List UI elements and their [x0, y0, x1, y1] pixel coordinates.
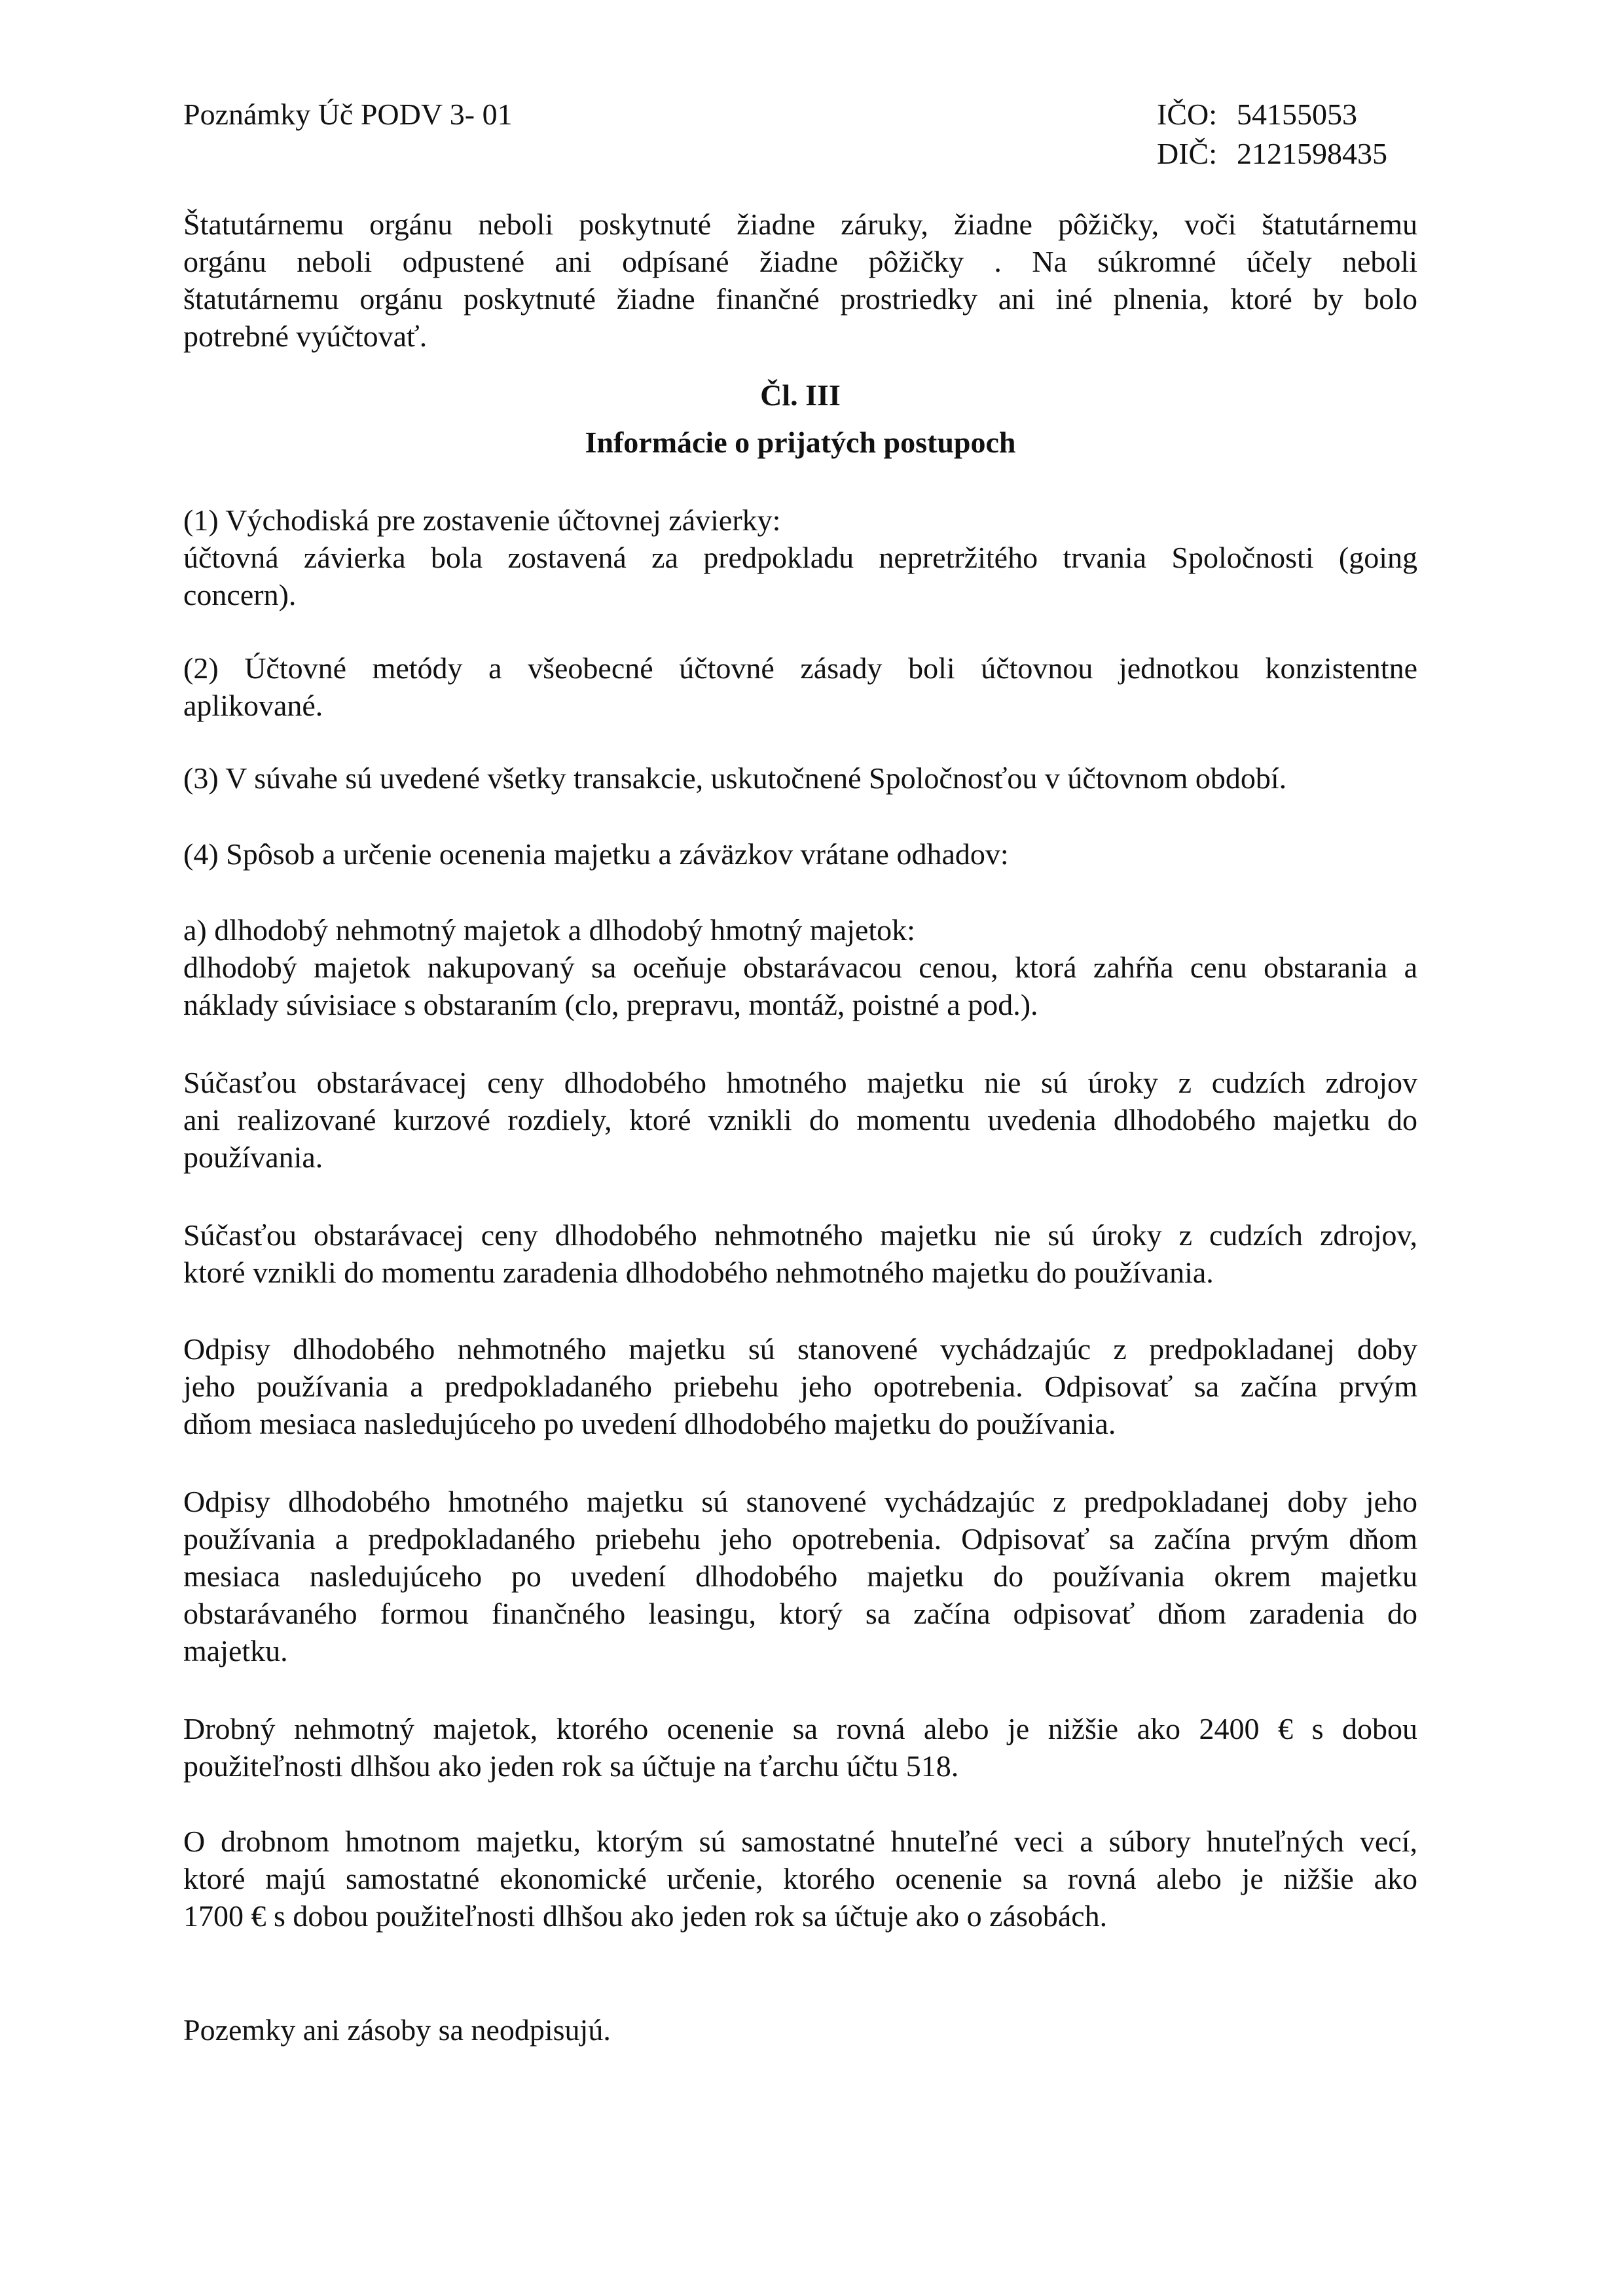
paragraph-12-line: ktoré majú samostatné ekonomické určenie, ktorého ocenenie sa rovná alebo je nižšie ako: [183, 1862, 1417, 1895]
paragraph-5-line: (4) Spôsob a určenie ocenenia majetku a záväzkov vrátane odhadov:: [183, 837, 1009, 871]
paragraph-11-line: použiteľnosti dlhšou ako jeden rok sa účtuje na ťarchu účtu 518.: [183, 1749, 959, 1783]
paragraph-10-line: majetku.: [183, 1634, 288, 1667]
paragraph-11-line: Drobný nehmotný majetok, ktorého ocenenie sa rovná alebo je nižšie ako 2400 € s dobou: [183, 1712, 1417, 1745]
paragraph-1-line: Štatutárnemu orgánu neboli poskytnuté žiadne záruky, žiadne pôžičky, voči štatutárnemu: [183, 208, 1417, 241]
paragraph-2-line: (1) Východiská pre zostavenie účtovnej závierky:: [183, 503, 781, 537]
paragraph-12-line: O drobnom hmotnom majetku, ktorým sú samostatné hnuteľné veci a súbory hnuteľných vecí,: [183, 1825, 1417, 1858]
paragraph-10-line: používania a predpokladaného priebehu jeho opotrebenia. Odpisovať sa začína prvým dňom: [183, 1522, 1417, 1556]
ico-row: [1157, 96, 1357, 133]
paragraph-7-line: ani realizované kurzové rozdiely, ktoré vznikli do momentu uvedenia dlhodobého majetku do: [183, 1103, 1417, 1137]
paragraph-7-line: používania.: [183, 1140, 323, 1174]
paragraph-3-line: (2) Účtovné metódy a všeobecné účtovné zásady boli účtovnou jednotkou konzistentne: [183, 651, 1417, 685]
paragraph-9-line: dňom mesiaca nasledujúceho po uvedení dlhodobého majetku do používania.: [183, 1407, 1116, 1440]
paragraph-4-line: (3) V súvahe sú uvedené všetky transakcie, uskutočnené Spoločnosťou v účtovnom období.: [183, 761, 1287, 795]
dic-value: 2121598435: [1237, 137, 1387, 170]
paragraph-9-line: jeho používania a predpokladaného priebehu jeho opotrebenia. Odpisovať sa začína prvým: [183, 1370, 1417, 1403]
paragraph-13-line: Pozemky ani zásoby sa neodpisujú.: [183, 2013, 611, 2047]
paragraph-7-line: Súčasťou obstarávacej ceny dlhodobého hmotného majetku nie sú úroky z cudzích zdrojov: [183, 1066, 1417, 1099]
section-title: Informácie o prijatých postupoch: [585, 426, 1016, 459]
paragraph-3-line: aplikované.: [183, 689, 323, 722]
paragraph-1-line: orgánu neboli odpustené ani odpísané žiadne pôžičky . Na súkromné účely neboli: [183, 245, 1417, 278]
paragraph-8-line: ktoré vznikli do momentu zaradenia dlhodobého nehmotného majetku do používania.: [183, 1256, 1214, 1289]
paragraph-2-line: účtovná závierka bola zostavená za predpokladu nepretržitého trvania Spoločnosti (going: [183, 541, 1417, 574]
dic-row: [1157, 135, 1387, 172]
document-reference: Poznámky Úč PODV 3- 01: [183, 98, 513, 131]
paragraph-10-line: Odpisy dlhodobého hmotného majetku sú stanovené vychádzajúc z predpokladanej doby jeho: [183, 1485, 1417, 1518]
ico-label: IČO:: [1157, 98, 1217, 131]
paragraph-10-line: obstarávaného formou finančného leasingu, ktorý sa začína odpisovať dňom zaradenia do: [183, 1597, 1417, 1630]
dic-label: DIČ:: [1157, 137, 1217, 170]
ico-value: 54155053: [1237, 98, 1357, 131]
paragraph-6-line: dlhodobý majetok nakupovaný sa oceňuje obstarávacou cenou, ktorá zahŕňa cenu obstarania a: [183, 951, 1417, 984]
paragraph-6-line: náklady súvisiace s obstaraním (clo, prepravu, montáž, poistné a pod.).: [183, 988, 1038, 1021]
paragraph-2-line: concern).: [183, 578, 297, 611]
paragraph-6-line: a) dlhodobý nehmotný majetok a dlhodobý hmotný majetok:: [183, 913, 915, 947]
paragraph-9-line: Odpisy dlhodobého nehmotného majetku sú stanovené vychádzajúc z predpokladanej doby: [183, 1332, 1417, 1366]
section-number: Čl. III: [760, 378, 841, 412]
paragraph-10-line: mesiaca nasledujúceho po uvedení dlhodobého majetku do používania okrem majetku: [183, 1559, 1417, 1593]
paragraph-1-line: štatutárnemu orgánu poskytnuté žiadne finančné prostriedky ani iné plnenia, ktoré by bolo: [183, 282, 1417, 316]
paragraph-12-line: 1700 € s dobou použiteľnosti dlhšou ako jeden rok sa účtuje ako o zásobách.: [183, 1899, 1108, 1933]
paragraph-8-line: Súčasťou obstarávacej ceny dlhodobého nehmotného majetku nie sú úroky z cudzích zdrojov,: [183, 1218, 1417, 1252]
paragraph-1-line: potrebné vyúčtovať.: [183, 319, 428, 353]
